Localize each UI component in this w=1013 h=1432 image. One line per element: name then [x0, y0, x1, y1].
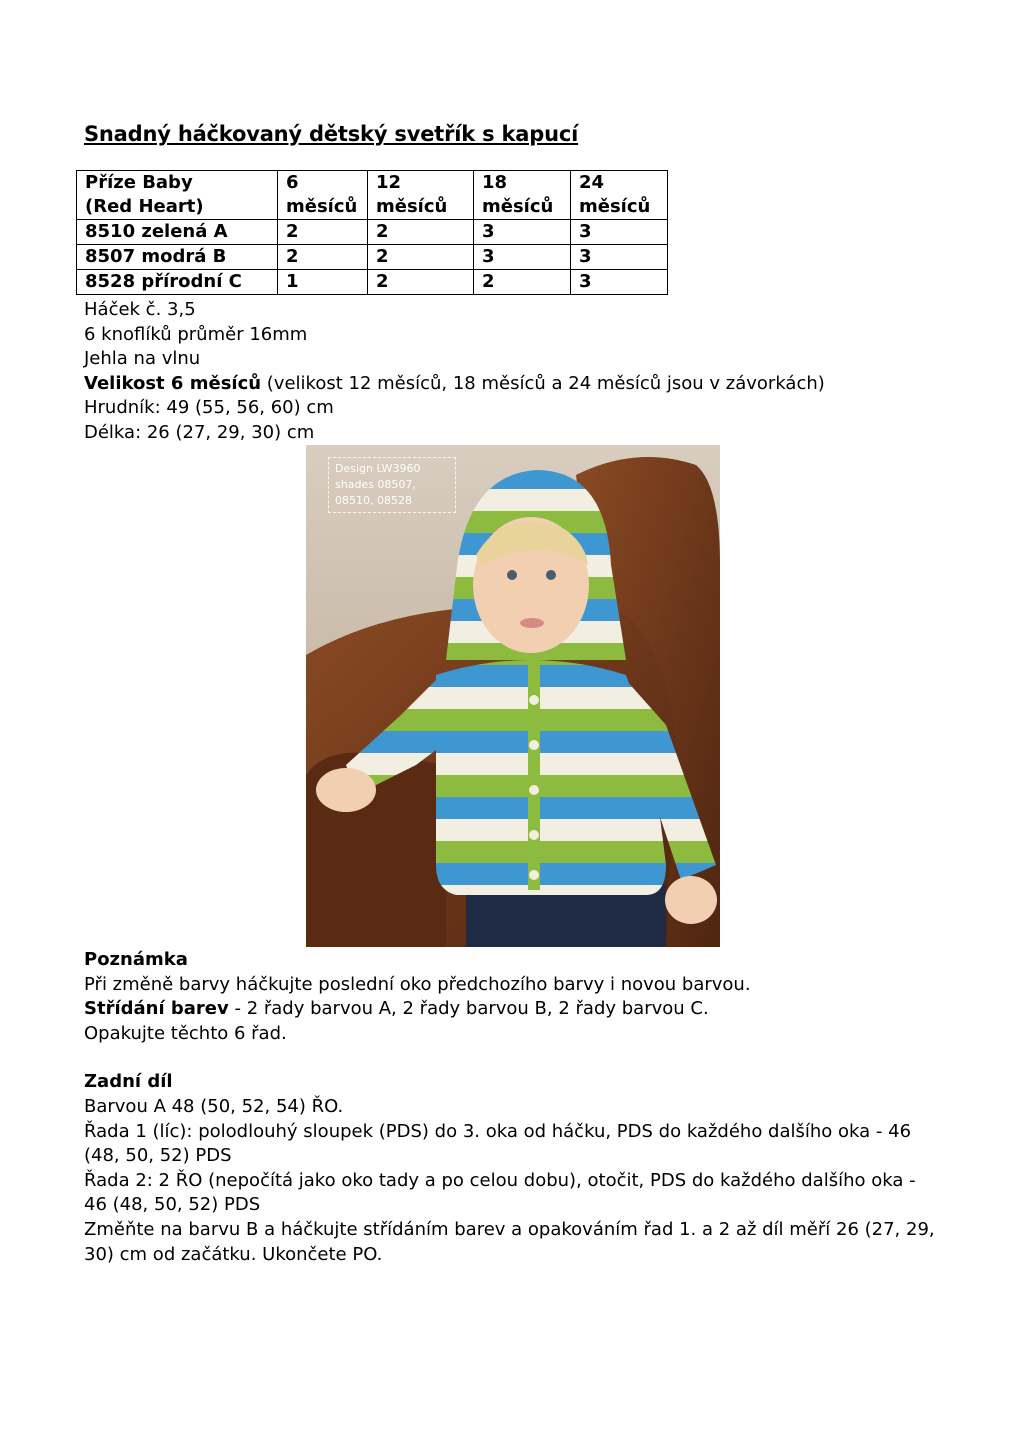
- hook-line: Háček č. 3,5: [84, 299, 196, 320]
- size-unit: měsíců: [482, 196, 554, 217]
- stripes-label: Střídání barev: [84, 998, 229, 1020]
- yarn-label-line1: Příze Baby: [85, 172, 193, 193]
- yarn-amount-cell: 2: [474, 270, 571, 295]
- design-label: [328, 457, 456, 513]
- size-header-cell: [278, 171, 368, 220]
- product-photo: [306, 445, 720, 947]
- page-title: Snadný háčkovaný dětský svetřík s kapucí: [84, 122, 579, 146]
- yarn-amount-cell: 2: [368, 245, 474, 270]
- size-number: 6: [286, 172, 299, 193]
- back-heading-text: Zadní díl: [84, 1071, 173, 1093]
- yarn-amount-cell: 1: [278, 270, 368, 295]
- row1-line: Řada 1 (líc): polodlouhý sloupek (PDS) do 3. oka od háčku, PDS do každého dalšího oka - 46: [84, 1120, 912, 1142]
- yarn-name-cell: 8510 zelená A: [77, 220, 278, 245]
- yarn-amount-cell: 3: [571, 220, 668, 245]
- baby-hoodie-illustration: [306, 445, 720, 947]
- back-heading: [84, 1070, 944, 1095]
- design-label-line: 08510, 08528: [335, 494, 412, 507]
- needle-line: Jehla na vlnu: [84, 348, 201, 370]
- materials-list: [84, 298, 825, 446]
- size-line: [84, 372, 825, 397]
- yarn-amount-cell: 2: [368, 270, 474, 295]
- design-label-line: Design LW3960: [335, 462, 421, 475]
- note-text: Při změně barvy háčkujte poslední oko předchozího barvy i novou barvou.: [84, 973, 751, 995]
- row2-line: Řada 2: 2 ŘO (nepočítá jako oko tady a po celou dobu), otočit, PDS do každého dalšího oka -: [84, 1169, 916, 1191]
- yarn-amount-cell: 3: [474, 220, 571, 245]
- size-number: 24: [579, 172, 605, 193]
- change-line: Změňte na barvu B a háčkujte střídáním barev a opakováním řad 1. a 2 až díl měří 26 (27, 29,: [84, 1218, 935, 1240]
- yarn-amount-cell: 3: [571, 270, 668, 295]
- size-unit: měsíců: [376, 196, 448, 217]
- row2-line-cont: 46 (48, 50, 52) PDS: [84, 1194, 261, 1216]
- table-header-cell: [77, 171, 278, 220]
- size-number: 12: [376, 172, 402, 193]
- yarn-amount-cell: 2: [278, 220, 368, 245]
- design-label-line: shades 08507,: [335, 478, 416, 491]
- yarn-name-cell: 8528 přírodní C: [77, 270, 278, 295]
- yarn-label-line2: (Red Heart): [85, 196, 204, 217]
- yarn-amount-cell: 3: [474, 245, 571, 270]
- size-unit: měsíců: [286, 196, 358, 217]
- note-heading: [84, 948, 944, 973]
- change-line-cont: 30) cm od začátku. Ukončete PO.: [84, 1243, 383, 1265]
- yarn-amount-cell: 2: [368, 220, 474, 245]
- table-row: [77, 245, 668, 270]
- size-detail: (velikost 12 měsíců, 18 měsíců a 24 měsíců jsou v závorkách): [261, 372, 825, 394]
- buttons-line: 6 knoflíků průměr 16mm: [84, 323, 308, 345]
- note-heading-text: Poznámka: [84, 949, 188, 970]
- size-unit: měsíců: [579, 196, 651, 217]
- spacer: [84, 1046, 944, 1070]
- row1-line-cont: (48, 50, 52) PDS: [84, 1145, 232, 1167]
- table-row: [77, 220, 668, 245]
- repeat-line: Opakujte těchto 6 řad.: [84, 1022, 287, 1044]
- size-label: Velikost 6 měsíců: [84, 372, 262, 394]
- yarn-amount-cell: 3: [571, 245, 668, 270]
- stripes-line: [84, 997, 944, 1022]
- instructions: [84, 948, 944, 1267]
- size-header-cell: [474, 171, 571, 220]
- table-header-row: [77, 171, 668, 220]
- yarn-amount-cell: 2: [278, 245, 368, 270]
- size-header-cell: [368, 171, 474, 220]
- chest-line: Hrudník: 49 (55, 56, 60) cm: [84, 397, 334, 419]
- yarn-name-cell: 8507 modrá B: [77, 245, 278, 270]
- stripes-detail: - 2 řady barvou A, 2 řady barvou B, 2 řady barvou C.: [228, 998, 709, 1020]
- yarn-table: [76, 170, 668, 295]
- size-number: 18: [482, 172, 508, 193]
- table-row: [77, 270, 668, 295]
- back-line: Barvou A 48 (50, 52, 54) ŘO.: [84, 1095, 344, 1117]
- length-line: Délka: 26 (27, 29, 30) cm: [84, 421, 315, 443]
- size-header-cell: [571, 171, 668, 220]
